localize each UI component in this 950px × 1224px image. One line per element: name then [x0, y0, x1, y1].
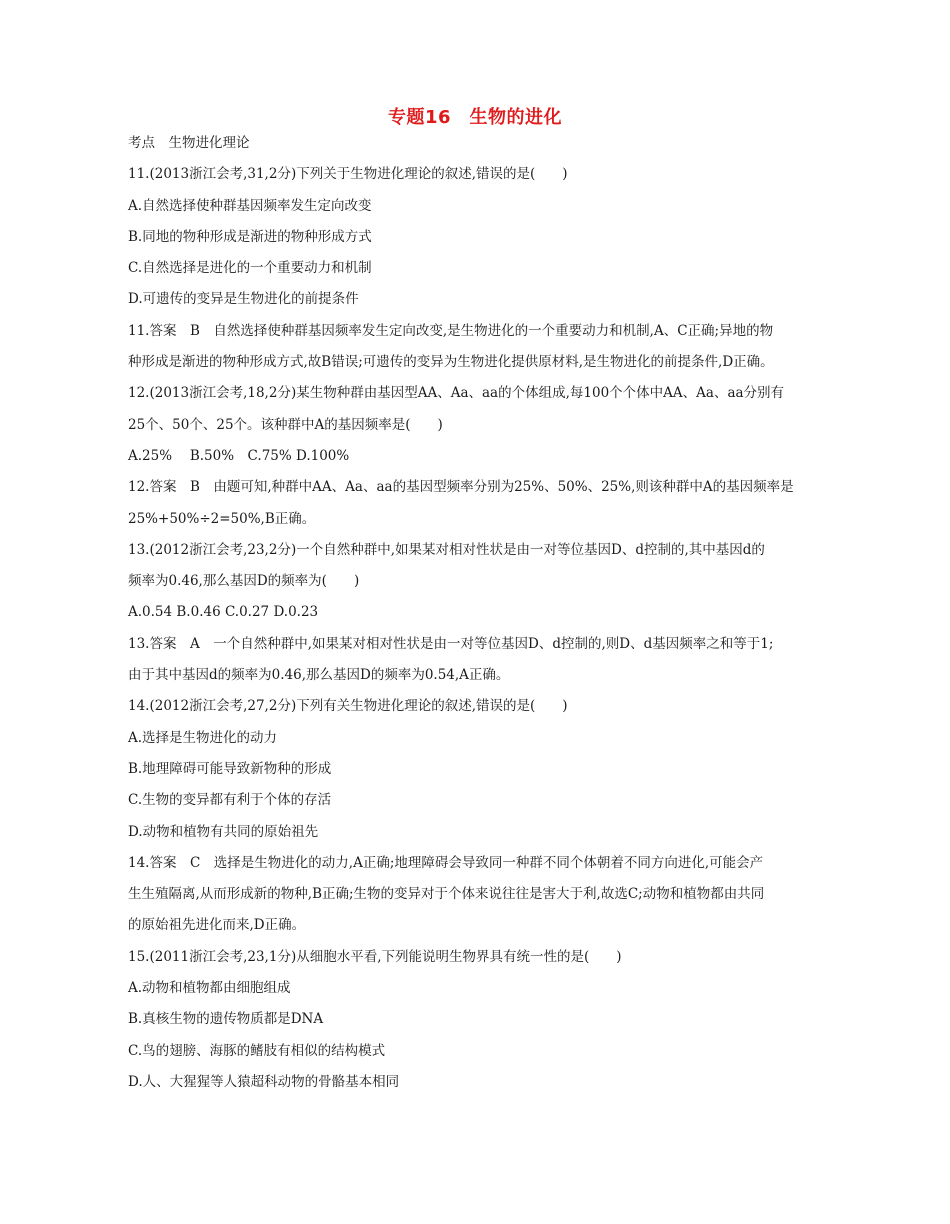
option-14-a: A.选择是生物进化的动力: [128, 729, 278, 746]
options-12: A.25% B.50% C.75% D.100%: [128, 447, 350, 464]
option-14-b: B.地理障碍可能导致新物种的形成: [128, 760, 332, 777]
page-title: 专题16 生物的进化: [387, 107, 563, 128]
answer-14-line-1: 14.答案 C 选择是生物进化的动力,A正确;地理障碍会导致同一种群不同个体朝着不同方向进化,可能会产: [128, 854, 764, 871]
answer-12-line-2: 25%+50%÷2=50%,B正确。: [128, 510, 316, 527]
option-11-c: C.自然选择是进化的一个重要动力和机制: [128, 260, 372, 277]
answer-13-line-2: 由于其中基因d的频率为0.46,那么基因D的频率为0.54,A正确。: [128, 667, 510, 684]
question-12-line-2: 25个、50个、25个。该种群中A的基因频率是( ): [128, 416, 443, 433]
option-15-c: C.鸟的翅膀、海豚的鳍肢有相似的结构模式: [128, 1042, 386, 1059]
section-heading: 考点 生物进化理论: [128, 135, 250, 151]
question-11: 11.(2013浙江会考,31,2分)下列关于生物进化理论的叙述,错误的是( ): [128, 166, 568, 183]
answer-11-line-2: 种形成是渐进的物种形成方式,故B错误;可遗传的变异为生物进化提供原材料,是生物进化的前提条件,D正确。: [128, 354, 774, 371]
document-body: [128, 128, 828, 1098]
option-14-d: D.动物和植物有共同的原始祖先: [128, 823, 319, 840]
question-13-line-1: 13.(2012浙江会考,23,2分)一个自然种群中,如果某对相对性状是由一对等位基因D、d控制的,其中基因d的: [128, 541, 765, 558]
option-11-a: A.自然选择使种群基因频率发生定向改变: [128, 197, 372, 214]
question-14: 14.(2012浙江会考,27,2分)下列有关生物进化理论的叙述,错误的是( ): [128, 698, 568, 715]
options-13: A.0.54 B.0.46 C.0.27 D.0.23: [128, 604, 319, 621]
answer-14-line-3: 的原始祖先进化而来,D正确。: [128, 917, 306, 934]
answer-14-line-2: 生生殖隔离,从而形成新的物种,B正确;生物的变异对于个体来说往往是害大于利,故选C;动物和植物都由共同: [128, 886, 765, 903]
option-15-a: A.动物和植物都由细胞组成: [128, 980, 291, 997]
option-14-c: C.生物的变异都有利于个体的存活: [128, 792, 332, 809]
question-13-line-2: 频率为0.46,那么基因D的频率为( ): [128, 573, 360, 590]
answer-13-line-1: 13.答案 A 一个自然种群中,如果某对相对性状是由一对等位基因D、d控制的,则D、d基因频率之和等于1;: [128, 635, 774, 652]
option-11-b: B.同地的物种形成是渐进的物种形成方式: [128, 228, 372, 245]
option-11-d: D.可遗传的变异是生物进化的前提条件: [128, 291, 359, 308]
question-15: 15.(2011浙江会考,23,1分)从细胞水平看,下列能说明生物界具有统一性的是( ): [128, 948, 622, 965]
question-12-line-1: 12.(2013浙江会考,18,2分)某生物种群由基因型AA、Aa、aa的个体组成,每100个个体中AA、Aa、aa分别有: [128, 385, 785, 402]
option-15-d: D.人、大猩猩等人猿超科动物的骨骼基本相同: [128, 1073, 400, 1090]
answer-12-line-1: 12.答案 B 由题可知,种群中AA、Aa、aa的基因型频率分别为25%、50%、25%,则该种群中A的基因频率是: [128, 479, 794, 496]
answer-11-line-1: 11.答案 B 自然选择使种群基因频率发生定向改变,是生物进化的一个重要动力和机制,A、C正确;异地的物: [128, 322, 774, 339]
option-15-b: B.真核生物的遗传物质都是DNA: [128, 1011, 324, 1028]
